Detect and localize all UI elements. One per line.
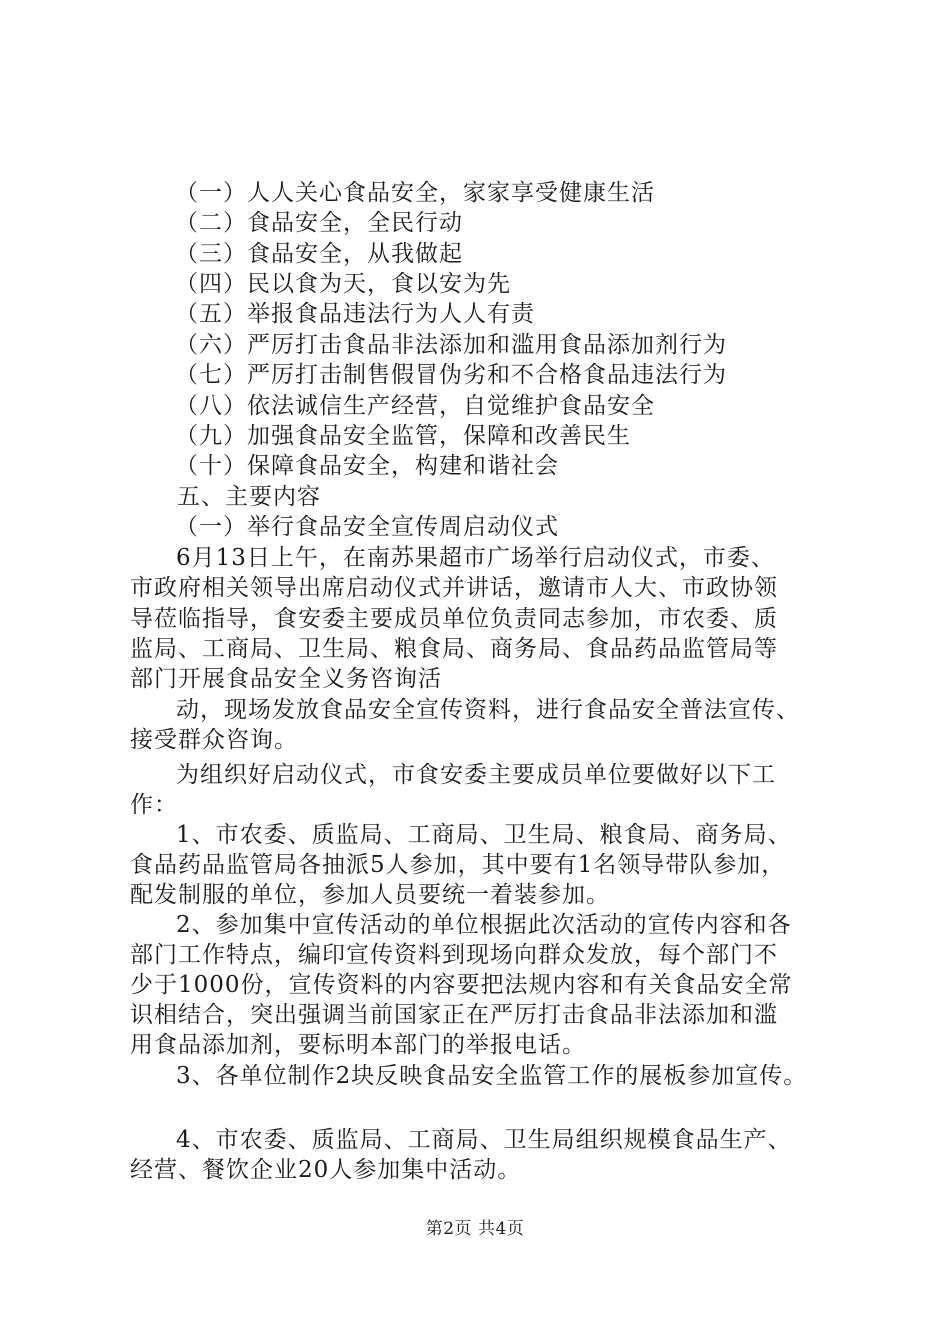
paragraph-line: 3、各单位制作2块反映食品安全监管工作的展板参加宣传。 — [176, 1063, 808, 1089]
paragraph-line: 作： — [130, 792, 178, 818]
paragraph-line: 经营、餐饮企业20人参加集中活动。 — [130, 1157, 522, 1183]
paragraph-line: 部门工作特点，编印宣传资料到现场向群众发放，每个部门不 — [130, 942, 778, 968]
paragraph-line: 动，现场发放食品安全宣传资料，进行食品安全普法宣传、 — [176, 697, 800, 723]
section-heading: 五、主要内容 — [177, 484, 321, 510]
paragraph-line: 市政府相关领导出席启动仪式并讲话，邀请市人大、市政协领 — [130, 575, 778, 601]
paragraph-line: 食品药品监管局各抽派5人参加，其中要有1名领导带队参加， — [130, 852, 786, 878]
paragraph-line: 接受群众咨询。 — [130, 727, 298, 753]
slogan-item: （八）依法诚信生产经营，自觉维护食品安全 — [175, 393, 655, 419]
slogan-item: （二）食品安全，全民行动 — [175, 210, 463, 236]
paragraph-line: 监局、工商局、卫生局、粮食局、商务局、食品药品监管局等 — [130, 636, 778, 662]
paragraph-line: 少于1000份，宣传资料的内容要把法规内容和有关食品安全常 — [130, 972, 793, 998]
slogan-item: （十）保障食品安全，构建和谐社会 — [175, 453, 559, 479]
paragraph-line: 配发制服的单位，参加人员要统一着装参加。 — [130, 882, 610, 908]
paragraph-line: 2、参加集中宣传活动的单位根据此次活动的宣传内容和各 — [176, 912, 792, 938]
paragraph-line: 用食品添加剂，要标明本部门的举报电话。 — [130, 1032, 586, 1058]
sub-heading: （一）举行食品安全宣传周启动仪式 — [175, 514, 559, 540]
slogan-item: （三）食品安全，从我做起 — [175, 241, 463, 267]
paragraph-line: 6月13日上午，在南苏果超市广场举行启动仪式，市委、 — [176, 545, 775, 571]
slogan-item: （六）严厉打击食品非法添加和滥用食品添加剂行为 — [175, 332, 727, 358]
paragraph-line: 导莅临指导，食安委主要成员单位负责同志参加，市农委、质 — [130, 606, 778, 632]
slogan-item: （四）民以食为天，食以安为先 — [175, 271, 511, 297]
slogan-item: （七）严厉打击制售假冒伪劣和不合格食品违法行为 — [175, 362, 727, 388]
paragraph-line: 1、市农委、质监局、工商局、卫生局、粮食局、商务局、 — [176, 822, 792, 848]
slogan-item: （五）举报食品违法行为人人有责 — [175, 301, 535, 327]
paragraph-line: 部门开展食品安全义务咨询活 — [130, 666, 442, 692]
paragraph-line: 识相结合，突出强调当前国家正在严厉打击食品非法添加和滥 — [130, 1002, 778, 1028]
slogan-item: （一）人人关心食品安全，家家享受健康生活 — [175, 180, 655, 206]
paragraph-line: 4、市农委、质监局、工商局、卫生局组织规模食品生产、 — [176, 1127, 792, 1153]
page-number-footer: 第2页 共4页 — [425, 1219, 525, 1239]
paragraph-line: 为组织好启动仪式，市食安委主要成员单位要做好以下工 — [176, 762, 776, 788]
slogan-item: （九）加强食品安全监管，保障和改善民生 — [175, 423, 631, 449]
